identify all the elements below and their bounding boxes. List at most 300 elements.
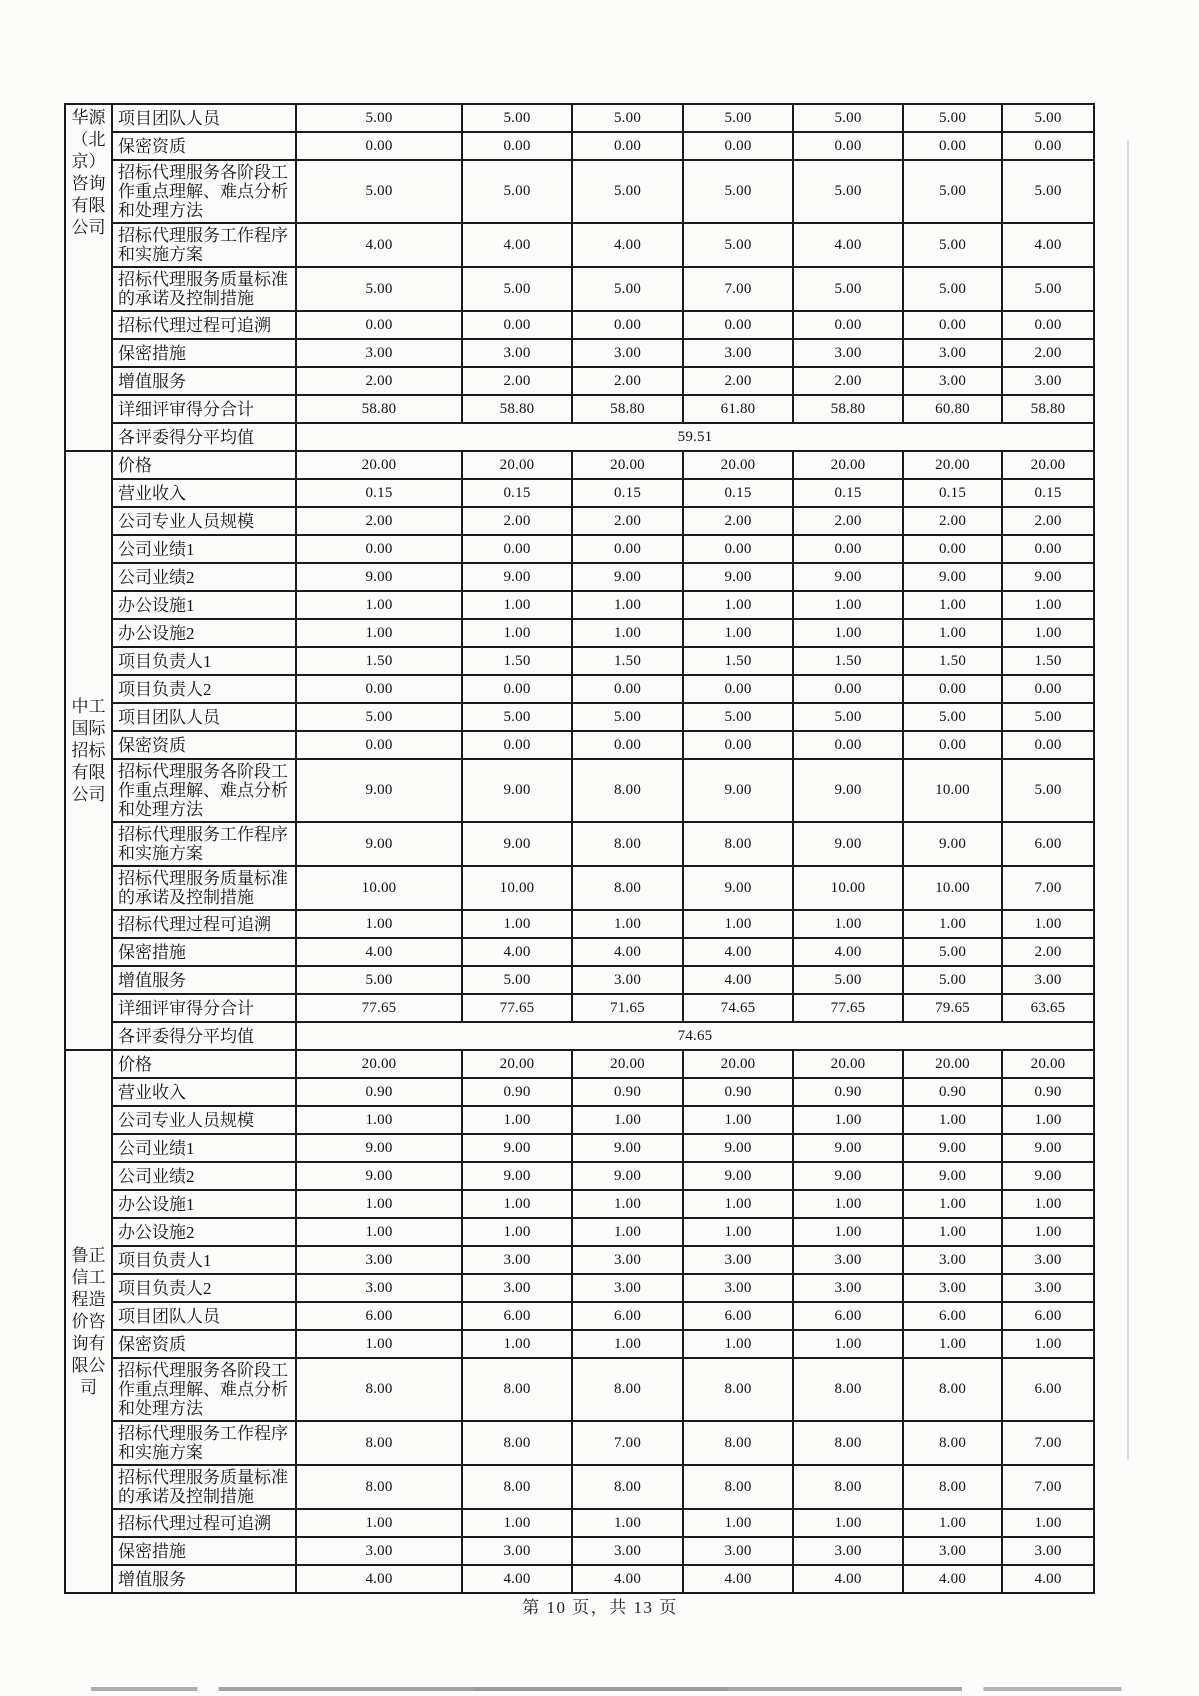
criteria-cell: 价格 bbox=[112, 1050, 296, 1078]
criteria-cell: 招标代理服务质量标准的承诺及控制措施 bbox=[112, 1465, 296, 1509]
criteria-cell: 公司业绩2 bbox=[112, 563, 296, 591]
score-cell: 8.00 bbox=[683, 822, 793, 866]
table-row bbox=[65, 619, 1094, 647]
table-row bbox=[65, 1050, 1094, 1078]
score-cell: 2.00 bbox=[903, 507, 1002, 535]
score-cell: 3.00 bbox=[1002, 367, 1094, 395]
average-value-cell: 59.51 bbox=[296, 423, 1094, 451]
score-cell: 7.00 bbox=[1002, 866, 1094, 910]
score-cell: 3.00 bbox=[683, 1274, 793, 1302]
score-cell: 1.50 bbox=[462, 647, 572, 675]
criteria-cell: 招标代理过程可追溯 bbox=[112, 1509, 296, 1537]
score-cell: 0.00 bbox=[683, 535, 793, 563]
score-cell: 5.00 bbox=[1002, 104, 1094, 132]
score-cell: 58.80 bbox=[1002, 395, 1094, 423]
score-cell: 0.00 bbox=[296, 132, 462, 160]
score-cell: 1.00 bbox=[296, 1106, 462, 1134]
criteria-cell: 保密措施 bbox=[112, 938, 296, 966]
score-cell: 1.00 bbox=[903, 1509, 1002, 1537]
score-cell: 1.00 bbox=[572, 1190, 683, 1218]
score-cell: 3.00 bbox=[903, 1274, 1002, 1302]
score-cell: 58.80 bbox=[793, 395, 903, 423]
score-cell: 5.00 bbox=[903, 267, 1002, 311]
score-cell: 1.00 bbox=[462, 591, 572, 619]
score-cell: 9.00 bbox=[683, 759, 793, 822]
score-cell: 9.00 bbox=[572, 1162, 683, 1190]
score-cell: 0.15 bbox=[903, 479, 1002, 507]
score-cell: 5.00 bbox=[462, 104, 572, 132]
score-cell: 3.00 bbox=[572, 1537, 683, 1565]
score-cell: 5.00 bbox=[793, 267, 903, 311]
score-cell: 8.00 bbox=[572, 759, 683, 822]
score-cell: 0.90 bbox=[296, 1078, 462, 1106]
score-cell: 8.00 bbox=[793, 1358, 903, 1421]
score-cell: 1.00 bbox=[793, 1106, 903, 1134]
criteria-cell: 项目负责人1 bbox=[112, 647, 296, 675]
score-cell: 9.00 bbox=[296, 822, 462, 866]
criteria-cell: 详细评审得分合计 bbox=[112, 395, 296, 423]
score-cell: 5.00 bbox=[462, 703, 572, 731]
score-cell: 0.90 bbox=[903, 1078, 1002, 1106]
score-cell: 8.00 bbox=[572, 1358, 683, 1421]
score-cell: 0.90 bbox=[462, 1078, 572, 1106]
score-cell: 0.00 bbox=[793, 731, 903, 759]
average-row bbox=[65, 423, 1094, 451]
score-cell: 1.00 bbox=[462, 910, 572, 938]
criteria-cell: 公司业绩2 bbox=[112, 1162, 296, 1190]
score-cell: 5.00 bbox=[903, 966, 1002, 994]
score-cell: 2.00 bbox=[793, 507, 903, 535]
table-row bbox=[65, 866, 1094, 910]
table-row bbox=[65, 938, 1094, 966]
table-row bbox=[65, 822, 1094, 866]
table-row bbox=[65, 451, 1094, 479]
score-cell: 2.00 bbox=[793, 367, 903, 395]
score-cell: 0.00 bbox=[572, 731, 683, 759]
score-cell: 5.00 bbox=[1002, 267, 1094, 311]
table-row bbox=[65, 339, 1094, 367]
score-cell: 5.00 bbox=[572, 267, 683, 311]
score-cell: 1.50 bbox=[683, 647, 793, 675]
score-cell: 6.00 bbox=[462, 1302, 572, 1330]
score-cell: 9.00 bbox=[296, 1162, 462, 1190]
score-cell: 10.00 bbox=[296, 866, 462, 910]
score-cell: 1.00 bbox=[572, 1509, 683, 1537]
score-cell: 6.00 bbox=[903, 1302, 1002, 1330]
score-cell: 1.00 bbox=[296, 1509, 462, 1537]
score-cell: 4.00 bbox=[903, 1565, 1002, 1593]
score-cell: 0.00 bbox=[462, 132, 572, 160]
score-cell: 5.00 bbox=[793, 966, 903, 994]
score-cell: 5.00 bbox=[296, 267, 462, 311]
table-row bbox=[65, 223, 1094, 267]
score-cell: 8.00 bbox=[572, 1465, 683, 1509]
score-cell: 5.00 bbox=[903, 104, 1002, 132]
company-cell: 鲁正 信工 程造 价咨 询有 限公 司 bbox=[65, 1050, 112, 1593]
criteria-cell: 招标代理服务工作程序和实施方案 bbox=[112, 1421, 296, 1465]
score-cell: 3.00 bbox=[903, 339, 1002, 367]
table-row bbox=[65, 759, 1094, 822]
score-cell: 1.50 bbox=[1002, 647, 1094, 675]
score-cell: 9.00 bbox=[683, 1134, 793, 1162]
score-cell: 1.00 bbox=[1002, 1106, 1094, 1134]
score-cell: 5.00 bbox=[1002, 160, 1094, 223]
criteria-cell: 项目负责人2 bbox=[112, 1274, 296, 1302]
average-value-cell: 74.65 bbox=[296, 1022, 1094, 1050]
score-cell: 4.00 bbox=[296, 938, 462, 966]
score-cell: 1.50 bbox=[903, 647, 1002, 675]
score-cell: 0.00 bbox=[793, 675, 903, 703]
score-cell: 1.00 bbox=[572, 1218, 683, 1246]
score-cell: 6.00 bbox=[1002, 822, 1094, 866]
table-row bbox=[65, 966, 1094, 994]
criteria-cell: 各评委得分平均值 bbox=[112, 1022, 296, 1050]
score-cell: 7.00 bbox=[572, 1421, 683, 1465]
score-cell: 5.00 bbox=[903, 160, 1002, 223]
score-cell: 8.00 bbox=[296, 1358, 462, 1421]
score-cell: 10.00 bbox=[462, 866, 572, 910]
criteria-cell: 营业收入 bbox=[112, 479, 296, 507]
score-cell: 9.00 bbox=[903, 1162, 1002, 1190]
table-row bbox=[65, 132, 1094, 160]
table-row bbox=[65, 703, 1094, 731]
score-cell: 5.00 bbox=[462, 160, 572, 223]
score-cell: 5.00 bbox=[793, 104, 903, 132]
score-cell: 8.00 bbox=[572, 822, 683, 866]
score-cell: 9.00 bbox=[462, 563, 572, 591]
score-cell: 5.00 bbox=[903, 223, 1002, 267]
score-cell: 6.00 bbox=[1002, 1358, 1094, 1421]
table-row bbox=[65, 267, 1094, 311]
score-cell: 1.00 bbox=[683, 1106, 793, 1134]
score-cell: 9.00 bbox=[296, 1134, 462, 1162]
criteria-cell: 各评委得分平均值 bbox=[112, 423, 296, 451]
criteria-cell: 项目团队人员 bbox=[112, 703, 296, 731]
score-cell: 4.00 bbox=[1002, 223, 1094, 267]
table-row bbox=[65, 1078, 1094, 1106]
score-cell: 9.00 bbox=[903, 822, 1002, 866]
score-cell: 5.00 bbox=[683, 104, 793, 132]
score-cell: 0.00 bbox=[903, 675, 1002, 703]
criteria-cell: 项目负责人1 bbox=[112, 1246, 296, 1274]
score-cell: 8.00 bbox=[903, 1465, 1002, 1509]
score-cell: 3.00 bbox=[462, 1246, 572, 1274]
table-row bbox=[65, 1509, 1094, 1537]
score-cell: 4.00 bbox=[296, 223, 462, 267]
score-cell: 1.00 bbox=[462, 1509, 572, 1537]
score-cell: 0.00 bbox=[462, 311, 572, 339]
score-cell: 0.00 bbox=[296, 731, 462, 759]
table-row bbox=[65, 1246, 1094, 1274]
score-cell: 60.80 bbox=[903, 395, 1002, 423]
score-cell: 4.00 bbox=[793, 1565, 903, 1593]
score-cell: 4.00 bbox=[683, 1565, 793, 1593]
score-cell: 2.00 bbox=[572, 507, 683, 535]
score-cell: 79.65 bbox=[903, 994, 1002, 1022]
score-cell: 58.80 bbox=[462, 395, 572, 423]
score-cell: 5.00 bbox=[296, 160, 462, 223]
score-cell: 1.00 bbox=[683, 910, 793, 938]
table-row bbox=[65, 1274, 1094, 1302]
score-cell: 9.00 bbox=[793, 1162, 903, 1190]
criteria-cell: 增值服务 bbox=[112, 966, 296, 994]
score-cell: 0.00 bbox=[296, 535, 462, 563]
score-cell: 1.00 bbox=[296, 1218, 462, 1246]
criteria-cell: 营业收入 bbox=[112, 1078, 296, 1106]
score-cell: 3.00 bbox=[793, 1246, 903, 1274]
score-cell: 5.00 bbox=[1002, 703, 1094, 731]
score-cell: 3.00 bbox=[793, 1274, 903, 1302]
score-cell: 9.00 bbox=[1002, 1134, 1094, 1162]
score-cell: 9.00 bbox=[296, 563, 462, 591]
score-cell: 77.65 bbox=[793, 994, 903, 1022]
score-cell: 0.00 bbox=[903, 311, 1002, 339]
score-cell: 1.00 bbox=[1002, 1218, 1094, 1246]
score-cell: 1.00 bbox=[572, 1330, 683, 1358]
score-cell: 63.65 bbox=[1002, 994, 1094, 1022]
score-cell: 4.00 bbox=[462, 938, 572, 966]
score-cell: 5.00 bbox=[793, 160, 903, 223]
score-cell: 20.00 bbox=[296, 1050, 462, 1078]
score-cell: 9.00 bbox=[462, 1134, 572, 1162]
score-cell: 3.00 bbox=[1002, 966, 1094, 994]
score-cell: 1.00 bbox=[683, 1509, 793, 1537]
score-cell: 20.00 bbox=[903, 1050, 1002, 1078]
score-cell: 2.00 bbox=[296, 367, 462, 395]
score-cell: 2.00 bbox=[683, 507, 793, 535]
score-cell: 0.00 bbox=[296, 675, 462, 703]
score-cell: 2.00 bbox=[1002, 938, 1094, 966]
score-cell: 5.00 bbox=[683, 160, 793, 223]
score-cell: 1.00 bbox=[462, 1330, 572, 1358]
score-cell: 9.00 bbox=[793, 563, 903, 591]
score-cell: 8.00 bbox=[683, 1465, 793, 1509]
score-cell: 0.90 bbox=[1002, 1078, 1094, 1106]
score-cell: 3.00 bbox=[683, 1537, 793, 1565]
score-cell: 1.00 bbox=[296, 910, 462, 938]
score-cell: 0.00 bbox=[903, 731, 1002, 759]
score-cell: 4.00 bbox=[572, 223, 683, 267]
table-row bbox=[65, 1421, 1094, 1465]
score-cell: 1.00 bbox=[903, 619, 1002, 647]
score-cell: 7.00 bbox=[683, 267, 793, 311]
score-cell: 1.00 bbox=[1002, 910, 1094, 938]
score-cell: 1.00 bbox=[1002, 619, 1094, 647]
score-cell: 6.00 bbox=[1002, 1302, 1094, 1330]
score-cell: 9.00 bbox=[1002, 563, 1094, 591]
score-cell: 5.00 bbox=[683, 703, 793, 731]
criteria-cell: 招标代理服务各阶段工作重点理解、难点分析和处理方法 bbox=[112, 1358, 296, 1421]
table-row bbox=[65, 311, 1094, 339]
score-cell: 0.15 bbox=[462, 479, 572, 507]
score-cell: 77.65 bbox=[462, 994, 572, 1022]
score-cell: 0.00 bbox=[462, 731, 572, 759]
score-cell: 4.00 bbox=[683, 966, 793, 994]
score-cell: 20.00 bbox=[683, 1050, 793, 1078]
score-cell: 1.00 bbox=[903, 1330, 1002, 1358]
score-cell: 0.00 bbox=[1002, 311, 1094, 339]
score-cell: 9.00 bbox=[683, 1162, 793, 1190]
score-cell: 9.00 bbox=[572, 563, 683, 591]
score-cell: 5.00 bbox=[572, 104, 683, 132]
company-cell: 华源 （北 京） 咨询 有限 公司 bbox=[65, 104, 112, 451]
score-cell: 0.00 bbox=[572, 535, 683, 563]
score-cell: 4.00 bbox=[296, 1565, 462, 1593]
score-cell: 0.00 bbox=[462, 675, 572, 703]
score-cell: 2.00 bbox=[1002, 339, 1094, 367]
score-cell: 8.00 bbox=[903, 1358, 1002, 1421]
score-cell: 20.00 bbox=[793, 1050, 903, 1078]
score-cell: 0.00 bbox=[296, 311, 462, 339]
score-cell: 4.00 bbox=[572, 938, 683, 966]
score-cell: 0.00 bbox=[1002, 535, 1094, 563]
score-cell: 9.00 bbox=[462, 759, 572, 822]
score-cell: 2.00 bbox=[462, 507, 572, 535]
criteria-cell: 办公设施2 bbox=[112, 1218, 296, 1246]
score-cell: 0.00 bbox=[683, 675, 793, 703]
score-cell: 20.00 bbox=[462, 1050, 572, 1078]
score-cell: 0.00 bbox=[1002, 132, 1094, 160]
score-cell: 1.00 bbox=[1002, 1509, 1094, 1537]
score-cell: 3.00 bbox=[296, 1246, 462, 1274]
score-cell: 8.00 bbox=[683, 1421, 793, 1465]
company-cell: 中工 国际 招标 有限 公司 bbox=[65, 451, 112, 1050]
score-cell: 1.00 bbox=[462, 619, 572, 647]
score-cell: 9.00 bbox=[793, 822, 903, 866]
score-cell: 0.00 bbox=[793, 132, 903, 160]
score-cell: 1.00 bbox=[572, 591, 683, 619]
criteria-cell: 公司业绩1 bbox=[112, 535, 296, 563]
score-cell: 3.00 bbox=[462, 339, 572, 367]
score-cell: 1.00 bbox=[793, 619, 903, 647]
score-cell: 2.00 bbox=[462, 367, 572, 395]
score-cell: 3.00 bbox=[462, 1537, 572, 1565]
criteria-cell: 增值服务 bbox=[112, 1565, 296, 1593]
score-cell: 8.00 bbox=[462, 1358, 572, 1421]
score-cell: 3.00 bbox=[903, 1246, 1002, 1274]
score-cell: 0.00 bbox=[572, 675, 683, 703]
score-cell: 2.00 bbox=[572, 367, 683, 395]
score-cell: 3.00 bbox=[572, 1246, 683, 1274]
criteria-cell: 保密资质 bbox=[112, 1330, 296, 1358]
table-row bbox=[65, 1330, 1094, 1358]
criteria-cell: 价格 bbox=[112, 451, 296, 479]
evaluation-score-table bbox=[64, 103, 1095, 1594]
score-cell: 6.00 bbox=[793, 1302, 903, 1330]
criteria-cell: 增值服务 bbox=[112, 367, 296, 395]
score-cell: 8.00 bbox=[296, 1465, 462, 1509]
criteria-cell: 保密措施 bbox=[112, 339, 296, 367]
score-cell: 20.00 bbox=[572, 1050, 683, 1078]
score-cell: 9.00 bbox=[1002, 1162, 1094, 1190]
score-cell: 5.00 bbox=[572, 703, 683, 731]
score-cell: 0.15 bbox=[1002, 479, 1094, 507]
criteria-cell: 办公设施1 bbox=[112, 1190, 296, 1218]
score-cell: 4.00 bbox=[462, 1565, 572, 1593]
score-cell: 5.00 bbox=[793, 703, 903, 731]
score-cell: 77.65 bbox=[296, 994, 462, 1022]
criteria-cell: 公司业绩1 bbox=[112, 1134, 296, 1162]
criteria-cell: 招标代理服务质量标准的承诺及控制措施 bbox=[112, 267, 296, 311]
score-cell: 1.00 bbox=[462, 1218, 572, 1246]
score-cell: 20.00 bbox=[572, 451, 683, 479]
score-cell: 8.00 bbox=[903, 1421, 1002, 1465]
score-cell: 1.00 bbox=[793, 1509, 903, 1537]
score-cell: 9.00 bbox=[572, 1134, 683, 1162]
score-cell: 1.00 bbox=[793, 591, 903, 619]
criteria-cell: 详细评审得分合计 bbox=[112, 994, 296, 1022]
score-cell: 4.00 bbox=[683, 938, 793, 966]
scan-artifact-line bbox=[1127, 140, 1129, 1460]
score-cell: 0.00 bbox=[683, 731, 793, 759]
table-row bbox=[65, 1565, 1094, 1593]
score-cell: 1.00 bbox=[1002, 1330, 1094, 1358]
score-cell: 20.00 bbox=[683, 451, 793, 479]
score-cell: 7.00 bbox=[1002, 1421, 1094, 1465]
score-cell: 74.65 bbox=[683, 994, 793, 1022]
table-row bbox=[65, 1162, 1094, 1190]
score-cell: 1.00 bbox=[462, 1190, 572, 1218]
score-cell: 1.00 bbox=[683, 591, 793, 619]
table-row bbox=[65, 994, 1094, 1022]
score-cell: 1.00 bbox=[793, 1218, 903, 1246]
criteria-cell: 办公设施1 bbox=[112, 591, 296, 619]
score-cell: 5.00 bbox=[296, 966, 462, 994]
score-cell: 3.00 bbox=[683, 1246, 793, 1274]
score-cell: 6.00 bbox=[683, 1302, 793, 1330]
score-cell: 1.00 bbox=[1002, 1190, 1094, 1218]
table-row bbox=[65, 1106, 1094, 1134]
table-row bbox=[65, 1465, 1094, 1509]
score-cell: 1.00 bbox=[903, 910, 1002, 938]
score-cell: 3.00 bbox=[903, 367, 1002, 395]
table-row bbox=[65, 367, 1094, 395]
score-cell: 4.00 bbox=[462, 223, 572, 267]
score-cell: 0.00 bbox=[1002, 675, 1094, 703]
score-cell: 1.00 bbox=[296, 591, 462, 619]
score-cell: 3.00 bbox=[793, 1537, 903, 1565]
table-row bbox=[65, 1358, 1094, 1421]
score-cell: 8.00 bbox=[793, 1421, 903, 1465]
score-cell: 0.15 bbox=[296, 479, 462, 507]
score-cell: 0.00 bbox=[572, 132, 683, 160]
score-cell: 5.00 bbox=[296, 703, 462, 731]
score-cell: 4.00 bbox=[572, 1565, 683, 1593]
score-cell: 9.00 bbox=[903, 563, 1002, 591]
score-cell: 1.00 bbox=[462, 1106, 572, 1134]
score-cell: 8.00 bbox=[683, 1358, 793, 1421]
table-row bbox=[65, 910, 1094, 938]
score-cell: 3.00 bbox=[572, 339, 683, 367]
score-cell: 1.00 bbox=[793, 1330, 903, 1358]
score-cell: 0.15 bbox=[572, 479, 683, 507]
score-cell: 10.00 bbox=[903, 866, 1002, 910]
score-cell: 1.00 bbox=[683, 1218, 793, 1246]
score-cell: 3.00 bbox=[572, 966, 683, 994]
table-row bbox=[65, 731, 1094, 759]
table-row bbox=[65, 104, 1094, 132]
criteria-cell: 公司专业人员规模 bbox=[112, 1106, 296, 1134]
score-cell: 10.00 bbox=[793, 866, 903, 910]
score-cell: 1.00 bbox=[793, 1190, 903, 1218]
score-cell: 10.00 bbox=[903, 759, 1002, 822]
score-cell: 61.80 bbox=[683, 395, 793, 423]
score-cell: 5.00 bbox=[462, 267, 572, 311]
score-cell: 20.00 bbox=[462, 451, 572, 479]
score-cell: 8.00 bbox=[793, 1465, 903, 1509]
score-cell: 0.00 bbox=[683, 311, 793, 339]
table-row bbox=[65, 507, 1094, 535]
